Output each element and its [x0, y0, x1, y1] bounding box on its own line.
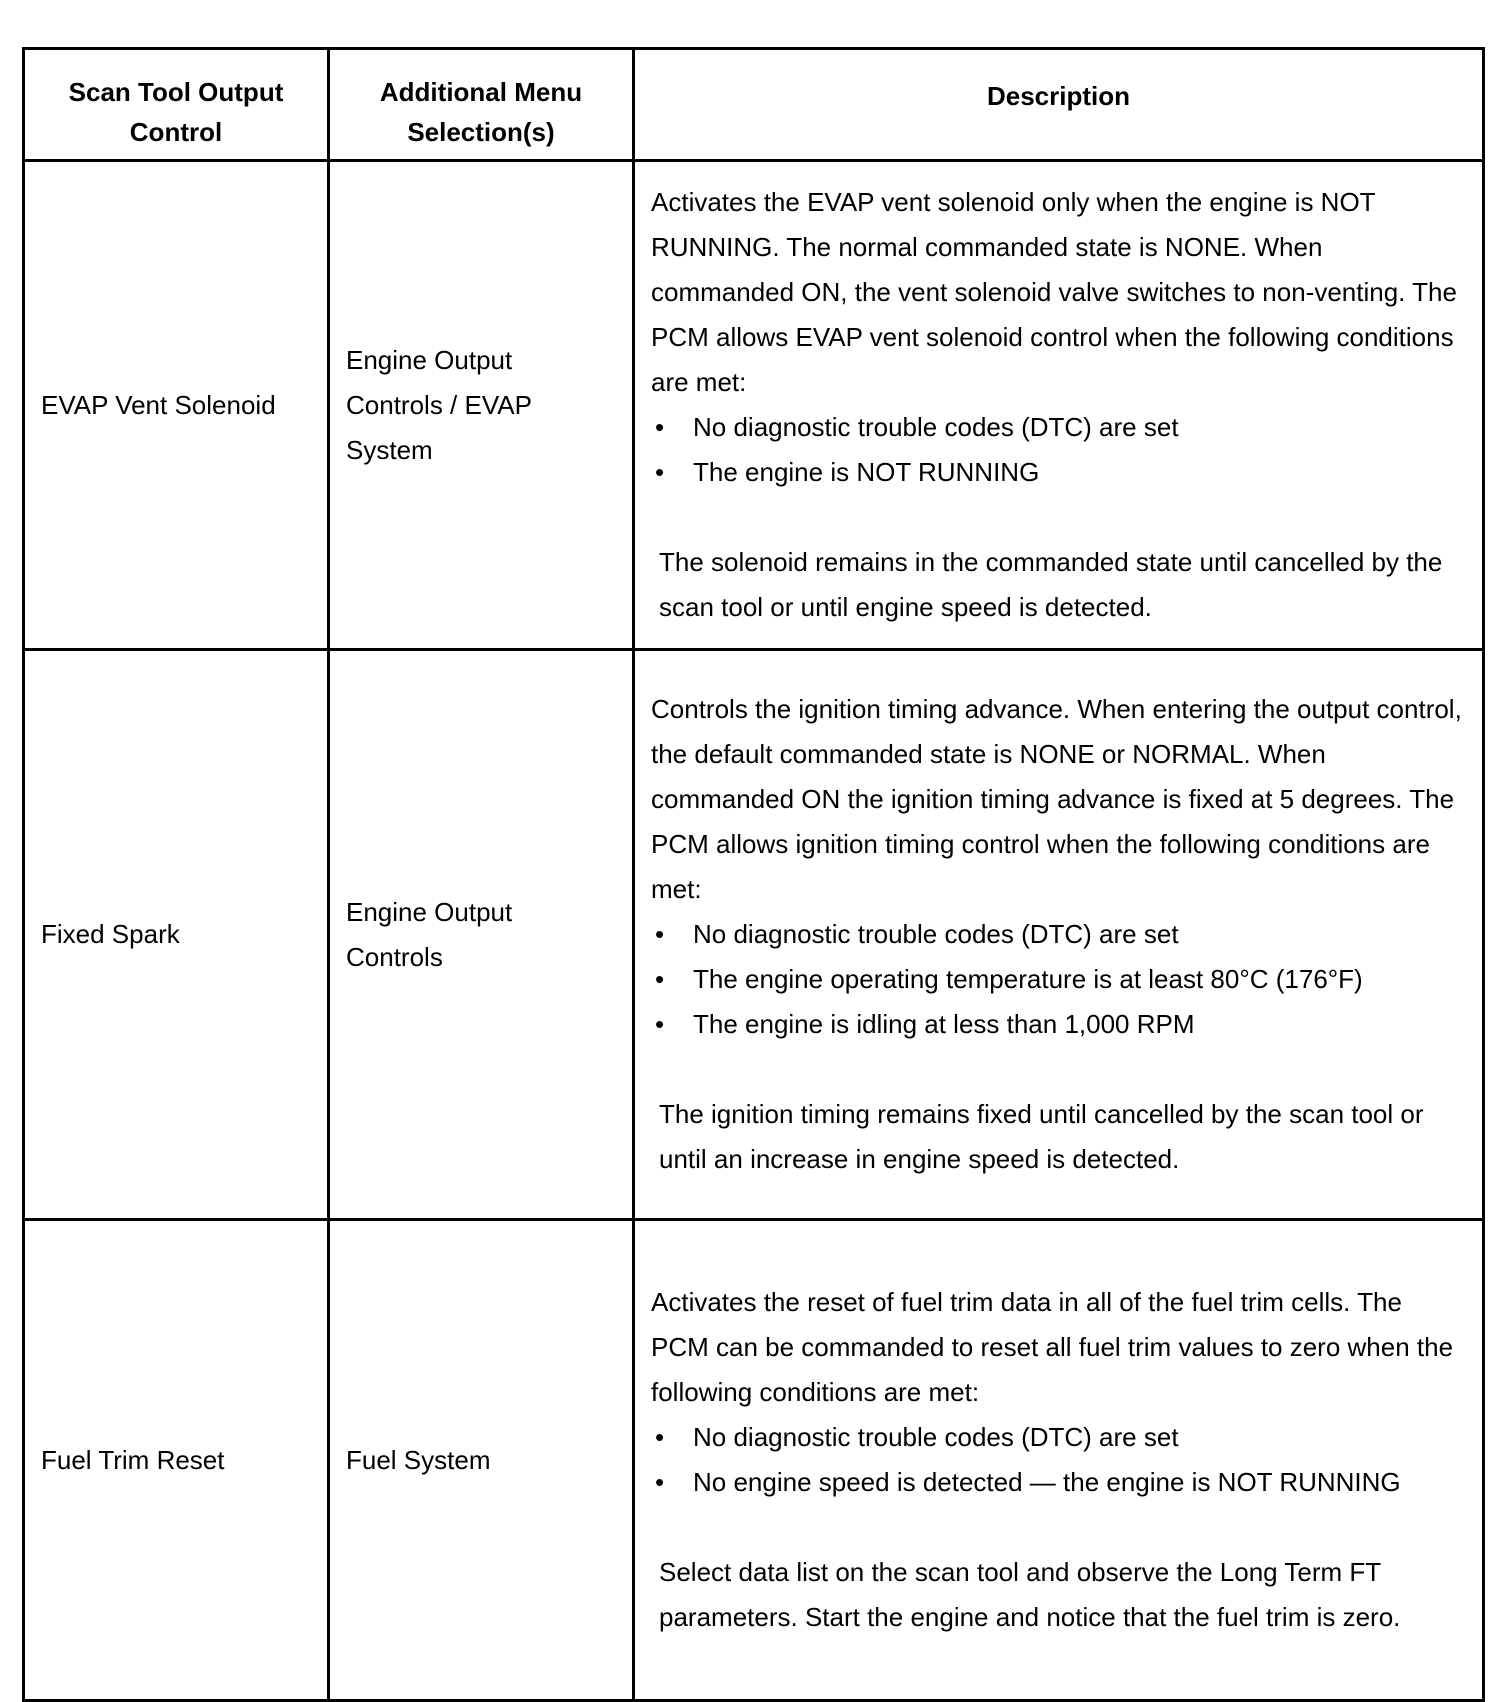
- conditions-list: [651, 1415, 1466, 1505]
- bullet-icon: •: [655, 919, 665, 949]
- list-item: • No diagnostic trouble codes (DTC) are set: [651, 912, 1466, 957]
- menu-selection: Engine Output Controls: [346, 896, 513, 972]
- description-cell: [634, 161, 1484, 650]
- description-cell: [634, 1220, 1484, 1701]
- table-row: [24, 161, 1484, 650]
- control-cell: [24, 161, 329, 650]
- table-header-row: [24, 49, 1484, 161]
- list-item: • No engine speed is detected — the engine is NOT RUNNING: [651, 1460, 1466, 1505]
- control-cell: [24, 1220, 329, 1701]
- conditions-list: [651, 405, 1466, 495]
- bullet-icon: •: [655, 457, 665, 487]
- bullet-icon: •: [655, 1422, 665, 1452]
- menu-cell: [329, 1220, 634, 1701]
- description-intro: Activates the reset of fuel trim data in all of the fuel trim cells. The PCM can be commanded to reset all fuel trim values to zero when the following conditions are met:: [651, 1287, 1454, 1407]
- table-row: [24, 650, 1484, 1220]
- menu-selection: Engine Output Controls / EVAP System: [346, 344, 532, 465]
- list-item: • The engine is NOT RUNNING: [651, 450, 1466, 495]
- bullet-icon: •: [655, 964, 665, 994]
- header-scan-tool-output-control: Scan Tool Output Control: [24, 49, 329, 161]
- control-name: Fixed Spark: [41, 919, 180, 949]
- list-item: • The engine operating temperature is at least 80°C (176°F): [651, 957, 1466, 1002]
- description-outro: Select data list on the scan tool and observe the Long Term FT parameters. Start the engine and notice that the fuel trim is zero.: [659, 1557, 1401, 1632]
- description-cell: [634, 650, 1484, 1220]
- table-row: [24, 1220, 1484, 1701]
- list-item: • No diagnostic trouble codes (DTC) are set: [651, 1415, 1466, 1460]
- description-intro: Controls the ignition timing advance. When entering the output control, the default commanded state is NONE or NORMAL. When commanded ON the ignition timing advance is fixed at 5 degrees. The PCM allows ignition timing control when the following conditions are met:: [651, 694, 1462, 904]
- conditions-list: [651, 912, 1466, 1047]
- control-cell: [24, 650, 329, 1220]
- header-description: Description: [634, 49, 1484, 161]
- control-name: Fuel Trim Reset: [41, 1444, 225, 1475]
- header-additional-menu-selections: Additional Menu Selection(s): [329, 49, 634, 161]
- bullet-icon: •: [655, 1009, 665, 1039]
- bullet-icon: •: [655, 412, 665, 442]
- menu-cell: [329, 161, 634, 650]
- menu-cell: [329, 650, 634, 1220]
- description-intro: Activates the EVAP vent solenoid only when the engine is NOT RUNNING. The normal commanded state is NONE. When commanded ON, the vent solenoid valve switches to non-venting. The PCM allows EVAP vent solenoid control when the following conditions are met:: [651, 187, 1457, 397]
- control-name: EVAP Vent Solenoid: [41, 389, 276, 420]
- output-controls-table: [22, 47, 1485, 1702]
- list-item: • No diagnostic trouble codes (DTC) are set: [651, 405, 1466, 450]
- menu-selection: Fuel System: [346, 1444, 491, 1475]
- bullet-icon: •: [655, 1467, 665, 1497]
- list-item: • The engine is idling at less than 1,000 RPM: [651, 1002, 1466, 1047]
- description-outro: The solenoid remains in the commanded state until cancelled by the scan tool or until engine speed is detected.: [659, 547, 1443, 622]
- description-outro: The ignition timing remains fixed until cancelled by the scan tool or until an increase in engine speed is detected.: [659, 1099, 1424, 1174]
